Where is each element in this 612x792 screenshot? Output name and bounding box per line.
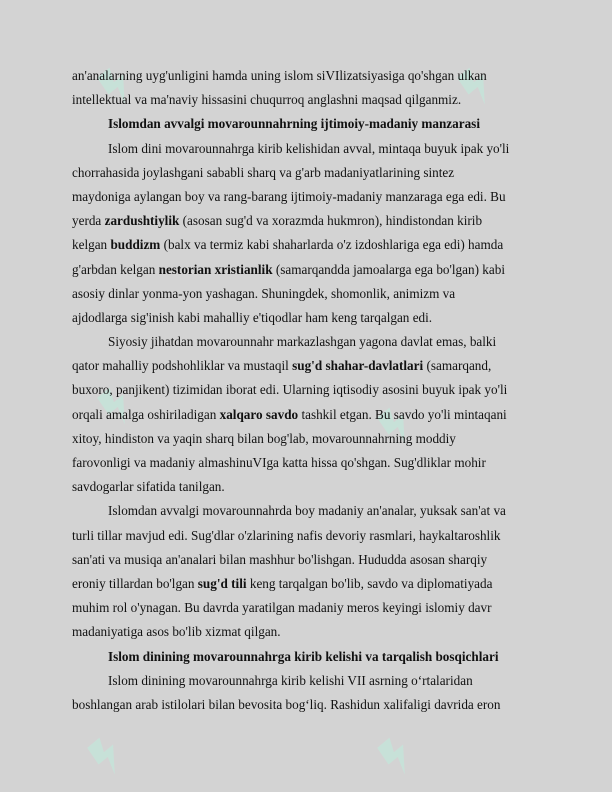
- bold-term: sug'd tili: [197, 575, 247, 591]
- text-line: farovonligi va madaniy almashinuVIga katta hissa qo'shgan. Sug'dliklar mohir: [72, 455, 486, 470]
- text-line: Islom dinining movarounnahrga kirib kelishi VII asrning o‘rtalaridan: [108, 672, 473, 688]
- text-run: qator mahalliy podshohliklar va mustaqil: [72, 358, 293, 374]
- text-run: (balx va termiz kabi shaharlarda o'z izdoshlariga ega edi) hamda: [160, 237, 504, 253]
- text-line: san'ati va musiqa an'analari bilan mashhur bo'lishgan. Hududda asosan sharqiy: [72, 551, 488, 567]
- text-line: boshlangan arab istilolari bilan bevosita bog‘liq. Rashidun xalifaligi davrida eron: [72, 696, 501, 712]
- text-run: (samarqand,: [423, 358, 492, 374]
- watermark-logo-icon: [79, 724, 137, 784]
- text-line: Islom dini movarounnahrga kirib kelishidan avval, mintaqa buyuk ipak yo'li: [108, 140, 510, 156]
- text-run: (samarqandda jamoalarga ega bo'lgan) kabi: [272, 261, 505, 277]
- text-line: muhim rol o'ynagan. Bu davrda yaratilgan madaniy meros keyingi islomiy davr: [72, 600, 492, 616]
- section-heading: [72, 645, 542, 669]
- text-run: tashkil etgan. Bu savdo yo'li mintaqani: [298, 406, 507, 422]
- text-line: [72, 258, 542, 282]
- text-run: yerda: [72, 213, 105, 229]
- paragraph-islam-arrival: [72, 669, 542, 717]
- watermark-logo: [369, 724, 427, 784]
- paragraph-religions: [72, 137, 542, 331]
- text-line: [72, 209, 542, 233]
- text-line: xitoy, hindiston va yaqin sharq bilan bog'lab, movarounnahrning moddiy: [72, 430, 456, 446]
- heading-text: Islomdan avvalgi movarounnahrning ijtimoiy-madaniy manzarasi: [108, 116, 480, 132]
- document-body: [72, 64, 542, 717]
- bold-term: buddizm: [110, 237, 161, 253]
- text-line: savdogarlar sifatida tanilgan.: [72, 479, 225, 495]
- text-run: g'arbdan kelgan: [72, 261, 159, 277]
- text-line: an'analarning uyg'unligini hamda uning islom siVIlizatsiyasiga qo'shgan ulkan: [72, 68, 487, 83]
- watermark-logo-icon: [369, 724, 427, 784]
- paragraph-politics: [72, 330, 542, 499]
- text-run: orqali amalga oshiriladigan: [72, 406, 220, 422]
- text-line: Siyosiy jihatdan movarounnahr markazlashgan yagona davlat emas, balki: [108, 334, 497, 350]
- text-run: eroniy tillardan bo'lgan: [72, 575, 198, 591]
- text-line: maydoniga aylangan boy va rang-barang ijtimoiy-madaniy manzaraga ega edi. Bu: [72, 188, 506, 204]
- paragraph-intro: [72, 64, 542, 112]
- text-line: [72, 233, 542, 257]
- heading-text: Islom dinining movarounnahrga kirib kelishi va tarqalish bosqichlari: [108, 648, 499, 664]
- text-line: [72, 403, 542, 427]
- bold-term: nestorian xristianlik: [158, 261, 273, 277]
- bold-term: xalqaro savdo: [219, 406, 299, 422]
- text-run: (asosan sug'd va xorazmda hukmron), hindistondan kirib: [179, 213, 483, 229]
- bold-term: zardushtiylik: [104, 213, 180, 229]
- text-line: chorrahasida joylashgani sababli sharq va g'arb madaniyatlarining sintez: [72, 164, 455, 180]
- text-line: intellektual va ma'naviy hissasini chuqurroq anglashni maqsad qilganmiz.: [72, 92, 462, 108]
- bold-term: sug'd shahar-davlatlari: [292, 358, 424, 374]
- text-line: madaniyatiga asos bo'lib xizmat qilgan.: [72, 624, 281, 640]
- text-line: turli tillar mavjud edi. Sug'dlar o'zlarining nafis devoriy rasmlari, haykaltaroshlik: [72, 527, 501, 543]
- watermark-logo: [79, 724, 137, 784]
- text-line: [72, 572, 542, 596]
- text-line: buxoro, panjikent) tizimidan iborat edi. Ularning iqtisodiy asosini buyuk ipak yo'li: [72, 382, 508, 398]
- text-run: keng tarqalgan bo'lib, savdo va diplomatiyada: [246, 575, 493, 591]
- text-line: [72, 354, 542, 378]
- text-run: kelgan: [72, 237, 111, 253]
- text-line: ajdodlarga sig'inish kabi mahalliy e'tiqodlar ham keng tarqalgan edi.: [72, 309, 433, 325]
- text-line: asosiy dinlar yonma-yon yashagan. Shuningdek, shomonlik, animizm va: [72, 285, 456, 301]
- text-line: Islomdan avvalgi movarounnahrda boy madaniy an'analar, yuksak san'at va: [108, 503, 506, 519]
- paragraph-culture: [72, 499, 542, 644]
- section-heading: [72, 112, 542, 136]
